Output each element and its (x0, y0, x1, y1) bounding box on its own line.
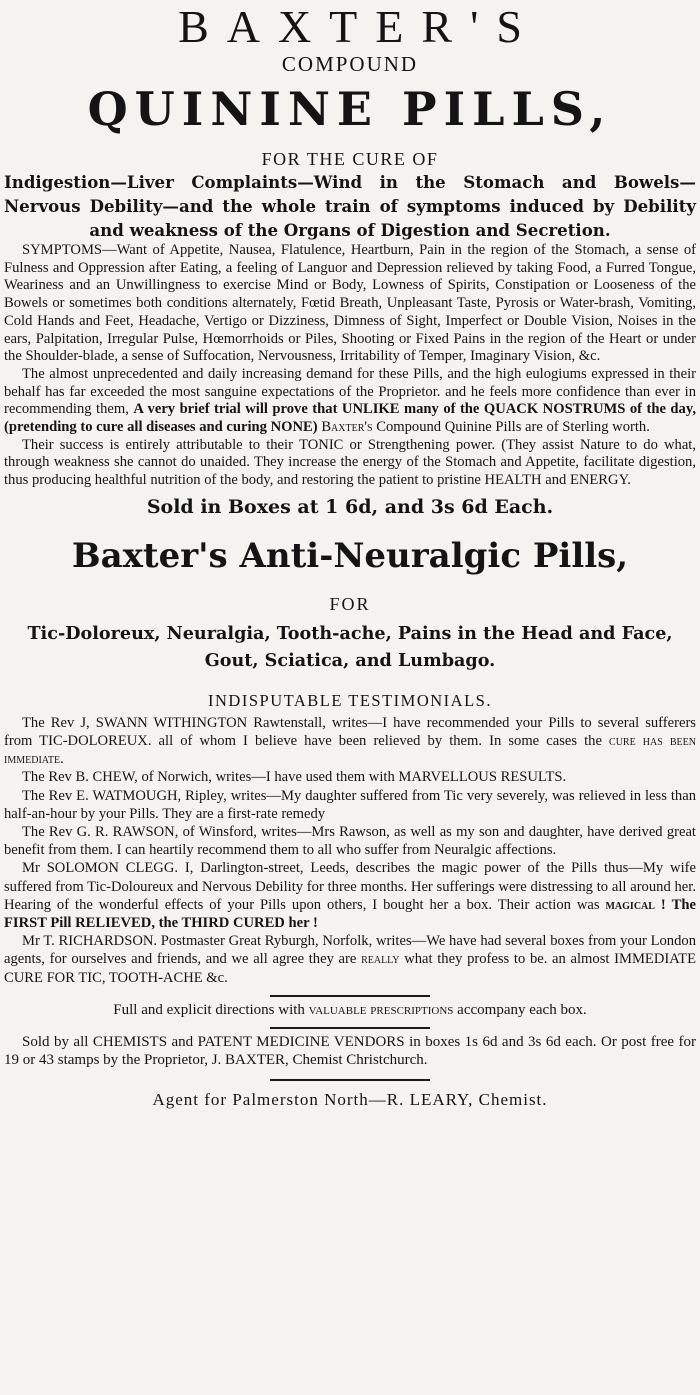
sold-by-text: Sold by all CHEMISTS and PATENT MEDICINE VENDORS in boxes 1s 6d and 3s 6d each. Or post free for 19 or 43 stamps by the Proprietor, J. BAXTER, Chemist Christchurch. (4, 1033, 696, 1068)
divider-rule (270, 1027, 430, 1029)
testimonials-list (4, 714, 696, 987)
divider-rule (270, 1079, 430, 1081)
quinine-body (4, 242, 696, 490)
brand-inline: Baxter's (321, 419, 373, 436)
testimonial-chew: The Rev B. CHEW, of Norwich, writes—I have used them with MARVELLOUS RESULTS. (22, 769, 567, 786)
success-paragraph (4, 437, 696, 490)
testimonial-richardson (4, 932, 696, 987)
symptoms-paragraph: SYMPTOMS—Want of Appetite, Nausea, Flatulence, Heartburn, Pain in the region of the Stomach, a sense of Fulness and Oppression after Eating, a feeling of Languor and Depression relieved by taking Food, a Furred Tongue, Weariness and an Unwillingness to exercise Mind or Body, Lowness of Spirits, Constipation or Looseness of the Bowels or sometimes both conditions alternately, Fœtid Breath, Unpleasant Taste, Pyrosis or Water-brash, Vomiting, Cold Hands and Feet, Headache, Vertigo or Dizziness, Dimness of Sight, Imperfect or Double Vision, Noises in the ears, Palpitation, Irregular Pulse, Hœmorrhoids or Piles, Shooting or Fixed Pains in the region of the Heart or under the Shoulder-blade, a sense of Suffocation, Nervousness, Irritability of Temper, Imaginary Vision, &c. (4, 242, 696, 365)
testimonials-heading: INDISPUTABLE TESTIMONIALS. (208, 690, 492, 710)
neuralgia-ailments: Tic-Doloreux, Neuralgia, Tooth-ache, Pains in the Head and Face, Gout, Sciatica, and Lumbago. (27, 622, 673, 671)
directions-text: Full and explicit directions with (113, 1001, 305, 1018)
quinine-pills-title: QUININE PILLS, (87, 82, 613, 136)
for-the-cure-of: FOR THE CURE OF (261, 149, 439, 169)
testimonial-text-rest: what they profess to be. an almost IMMEDIATE CURE FOR TIC, TOOTH-ACHE &c. (4, 951, 696, 986)
divider-rule (270, 995, 430, 997)
sold-by-paragraph (4, 1033, 696, 1069)
quinine-price-line: Sold in Boxes at 1 6d, and 3s 6d Each. (146, 495, 554, 518)
success-text: Their success is entirely attributable to their (22, 436, 293, 453)
testimonial-text: Mr SOLOMON CLEGG. I, Darlington-street, Leeds, describes the magic power of the Pills thus—My wife suffered from Tic-Doloureux and Nervous Debility for three months. Her sufferings were distressing to all around her. Hearing of the wonderful effects of your Pills upon others, I bought her a box. Their action was (4, 860, 696, 913)
newspaper-advertisement (0, 2, 700, 1395)
testimonial-text: Mr T. RICHARDSON. Postmaster Great Ryburgh, Norfolk, writes—We have had several boxes from your London agents, for ourselves and friends, and we all agree they are (4, 933, 696, 968)
testimonial-withington (4, 714, 696, 769)
testimonial-clegg (4, 859, 696, 932)
demand-text: The almost unprecedented and daily increasing demand for these Pills, and the high eulogiums expressed in their behalf has far exceeded the most sanguine expectations of the Proprietor. and he feels more confidence than ever in recommending them, (4, 365, 696, 418)
agent-line: Agent for Palmerston North—R. LEARY, Chemist. (152, 1089, 548, 1109)
anti-neuralgic-ad (4, 534, 696, 1111)
sterling-worth: Compound Quinine Pills are of Sterling worth. (376, 419, 650, 436)
testimonial-watmough: The Rev E. WATMOUGH, Ripley, writes—My daughter suffered from Tic very severely, was relieved in less than half-an-hour by your Pills. They are a first-rate remedy (4, 787, 696, 822)
testimonial-text: The Rev J, SWANN WITHINGTON Rawtenstall, writes—I have recommended your Pills to several sufferers from TIC-DOLOREUX. all of whom I believe have been relieved by them. In some cases the (4, 714, 696, 750)
directions-line (4, 1001, 696, 1019)
quinine-pills-ad (4, 2, 696, 520)
demand-paragraph (4, 366, 696, 437)
for-label: FOR (329, 593, 371, 614)
brand-heading: BAXTER'S (178, 1, 540, 52)
testimonial-emphasis: magical ! (605, 896, 666, 913)
testimonial-text-bold: The FIRST Pill RELIEVED, the THIRD CURED her ! (4, 896, 696, 932)
directions-emphasis: valuable prescriptions (308, 1001, 454, 1018)
ailments-lead: Indigestion—Liver Complaints—Wind in the Stomach and Bowels—Nervous Debility—and the whole train of symptoms induced by Debility and weakness of the Organs of Digestion and Secretion. (4, 172, 696, 240)
testimonial-emphasis: cure has been immediate. (4, 733, 696, 768)
compound-subheading: COMPOUND (281, 52, 419, 76)
success-text-rest: or Strengthening power. (They assist Nature to do what, through weakness she cannot do unaided. They increase the energy of the Stomach and Appetite, facilitate digestion, thus producing healthful nutrition of the body, and restoring the patient to pristine HEALTH and ENERGY. (4, 436, 696, 489)
testimonial-rawson: The Rev G. R. RAWSON, of Winsford, writes—Mrs Rawson, as well as my son and daughter, have derived great benefit from them. I can heartily recommend them to all who suffer from Neuralgic affections. (4, 824, 696, 859)
tonic-word: TONIC (299, 436, 344, 453)
trial-claim: A very brief trial will prove that UNLIKE many of the QUACK NOSTRUMS of the day, (pretending to cure all diseases and curing NONE) (4, 401, 696, 436)
testimonial-emphasis: really (361, 951, 400, 968)
directions-text-end: accompany each box. (457, 1001, 587, 1018)
anti-neuralgic-title: Baxter's Anti-Neuralgic Pills, (71, 535, 629, 576)
